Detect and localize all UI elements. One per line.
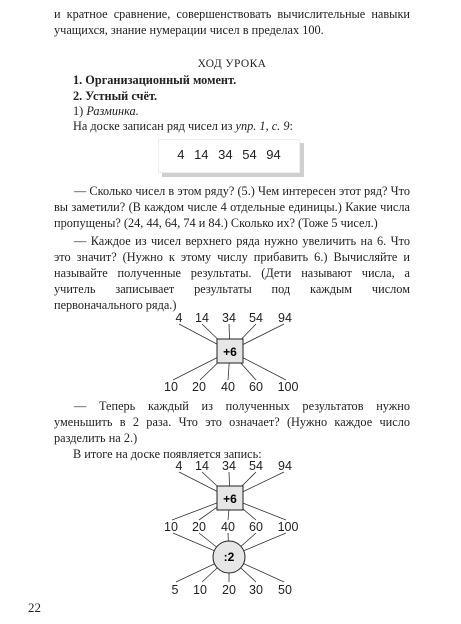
diagram2-bottom-number: 30: [249, 583, 263, 597]
diagram2-bottom-number: 5: [171, 583, 179, 597]
question-paragraph-3: [54, 398, 410, 446]
diagram2-bottom-number: 10: [193, 583, 207, 597]
diagram2-top-number: 94: [278, 460, 292, 473]
section-2-title: 2. Устный счёт.: [73, 89, 158, 103]
question-text-1: — Сколько чисел в этом ряду? (5.) Чем интересен этот ряд? Что вы заметили? (В каждом числе 4 отдельные единицы.) Какие числа пропущены? (24, 44, 64, 74 и 84.) Сколько их? (Тоже 5 чисел.): [54, 184, 410, 230]
diagram1-bottom-number: 40: [221, 380, 235, 394]
diagram1-bottom-number: 20: [192, 380, 206, 394]
number-row-box: [158, 139, 300, 173]
subsection-label: Разминка.: [86, 104, 139, 118]
diagram2-middle-number: 100: [277, 520, 299, 534]
diagram-plus-6-div-2: [0, 460, 461, 600]
diagram2-middle-number: 10: [164, 520, 178, 534]
diagram2-middle-number: 20: [192, 520, 206, 534]
diagram1-bottom-number: 10: [164, 380, 178, 394]
number-row: 4 14 34 54 94: [177, 147, 281, 162]
diagram2-top-number: 34: [222, 460, 236, 473]
plus-6-label: +6: [223, 345, 237, 359]
div-2-label: :2: [223, 550, 235, 564]
board-sentence-tail: :: [289, 119, 293, 133]
diagram-plus-6: [0, 310, 461, 400]
subsection-number: 1): [73, 104, 84, 118]
diagram2-top-number: 54: [249, 460, 263, 473]
lesson-heading: ХОД УРОКА: [197, 58, 267, 70]
diagram1-top-number: 54: [249, 311, 263, 325]
question-text-2: — Каждое из чисел верхнего ряда нужно увеличить на 6. Что это значит? (Нужно к этому числу прибавить 6.) Вычисляйте и называйте полученные результаты. (Дети называют числа, а учитель записывает результаты под каждым числом первоначального ряда.): [54, 234, 410, 312]
diagram2-top-number: 4: [175, 460, 183, 473]
diagram2-bottom-number: 50: [278, 583, 292, 597]
diagram1-bottom-number: 100: [277, 380, 299, 394]
page-number: 22: [28, 600, 41, 615]
diagram1-top-number: 4: [175, 311, 183, 325]
subsection-warmup: [73, 103, 139, 119]
diagram2-bottom-number: 20: [222, 583, 236, 597]
result-sentence: В итоге на доске появляется запись:: [73, 447, 262, 461]
question-paragraph-2: [54, 233, 410, 313]
intro-text: и кратное сравнение, совершенствовать вычислительные навыки учащихся, знание нумерации чисел в пределах 100.: [54, 7, 410, 37]
intro-paragraph: [54, 6, 410, 38]
plus-6-label: +6: [223, 492, 237, 506]
diagram1-top-number: 94: [278, 311, 292, 325]
diagram2-top-number: 14: [195, 460, 209, 473]
board-sentence-text: На доске записан ряд чисел из: [73, 119, 236, 133]
section-1-title: 1. Организационный момент.: [73, 73, 237, 87]
board-sentence: [73, 118, 293, 134]
diagram1-top-number: 14: [195, 311, 209, 325]
diagram1-top-number: 34: [222, 311, 236, 325]
question-paragraph-1: [54, 183, 410, 231]
question-text-3: — Теперь каждый из полученных результатов нужно уменьшить в 2 раза. Что это означает? (Нужно каждое число разделить на 2.): [54, 399, 410, 445]
diagram1-bottom-number: 60: [249, 380, 263, 394]
diagram2-middle-number: 40: [221, 520, 235, 534]
diagram2-middle-number: 60: [249, 520, 263, 534]
board-sentence-ref: упр. 1, с. 9: [235, 119, 290, 133]
